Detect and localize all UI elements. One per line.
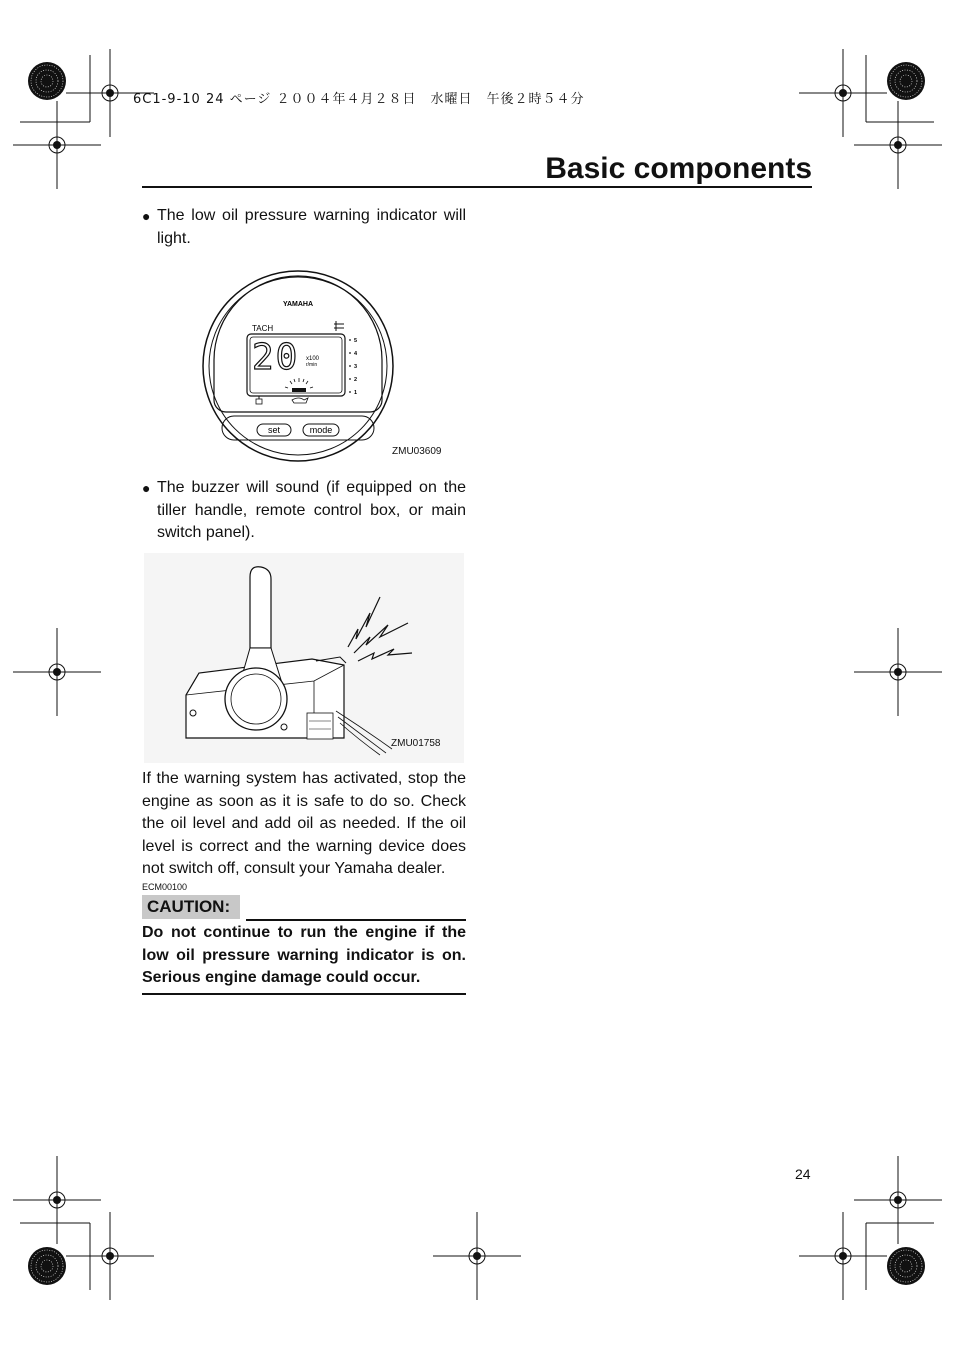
bullet-icon: ● bbox=[142, 480, 151, 496]
remote-control-illustration bbox=[144, 553, 464, 768]
gauge-mode-label: TACH bbox=[252, 324, 274, 333]
warning-paragraph: If the warning system has activated, stop the engine as soon as it is safe to do so. Check the oil level and add oil as needed. If the oil level is correct and the warning device does not switch off, consult your Yamaha dealer. bbox=[142, 770, 466, 877]
bullet-text: The low oil pressure warning indicator will light. bbox=[157, 207, 466, 247]
gauge-unit-x100: x100 bbox=[306, 356, 320, 362]
bottom-left-marks bbox=[13, 1156, 154, 1300]
gauge-digits: 20 bbox=[252, 337, 300, 378]
print-header: 6C1-9-10 24 ページ ２００４年４月２８日 水曜日 午後２時５４分 bbox=[133, 92, 585, 107]
caution-bottom-rule bbox=[142, 993, 466, 995]
bullet-item-oil-indicator bbox=[142, 205, 466, 250]
top-left-marks bbox=[13, 49, 154, 189]
bullet-item-buzzer bbox=[142, 477, 466, 545]
page-number: 24 bbox=[795, 1166, 811, 1182]
section-code: ECM00100 bbox=[142, 882, 188, 892]
figure-code: ZMU01758 bbox=[391, 738, 441, 749]
set-button bbox=[257, 424, 291, 436]
mode-button-label: mode bbox=[309, 425, 333, 435]
mid-right-mark bbox=[854, 628, 942, 716]
figure-code: ZMU03609 bbox=[392, 446, 442, 457]
caution-text: Do not continue to run the engine if the low oil pressure warning indicator is on. Serious engine damage could occur. bbox=[142, 924, 466, 986]
scale-label: 1 bbox=[354, 390, 358, 396]
bullet-text: The buzzer will sound (if equipped on the tiller handle, remote control box, or main switch panel). bbox=[157, 479, 466, 541]
caution-rule bbox=[246, 919, 466, 921]
page-title: Basic components bbox=[545, 152, 812, 185]
bullet-icon: ● bbox=[142, 208, 151, 224]
gauge-illustration bbox=[200, 268, 460, 468]
scale-label: 2 bbox=[354, 377, 358, 383]
caution-label: CAUTION: bbox=[142, 895, 240, 919]
bottom-right-marks bbox=[799, 1156, 942, 1300]
scale-label: 5 bbox=[354, 338, 358, 344]
bottom-center-mark bbox=[433, 1212, 521, 1300]
mode-button bbox=[303, 424, 339, 436]
gauge-brand: YAMAHA bbox=[282, 301, 314, 308]
top-right-marks bbox=[799, 49, 942, 189]
title-rule bbox=[142, 186, 812, 188]
scale-label: 4 bbox=[354, 351, 358, 357]
mid-left-mark bbox=[13, 628, 101, 716]
set-button-label: set bbox=[267, 425, 281, 435]
scale-label: 3 bbox=[354, 364, 358, 370]
gauge-unit-rmin: r/min bbox=[306, 362, 318, 368]
